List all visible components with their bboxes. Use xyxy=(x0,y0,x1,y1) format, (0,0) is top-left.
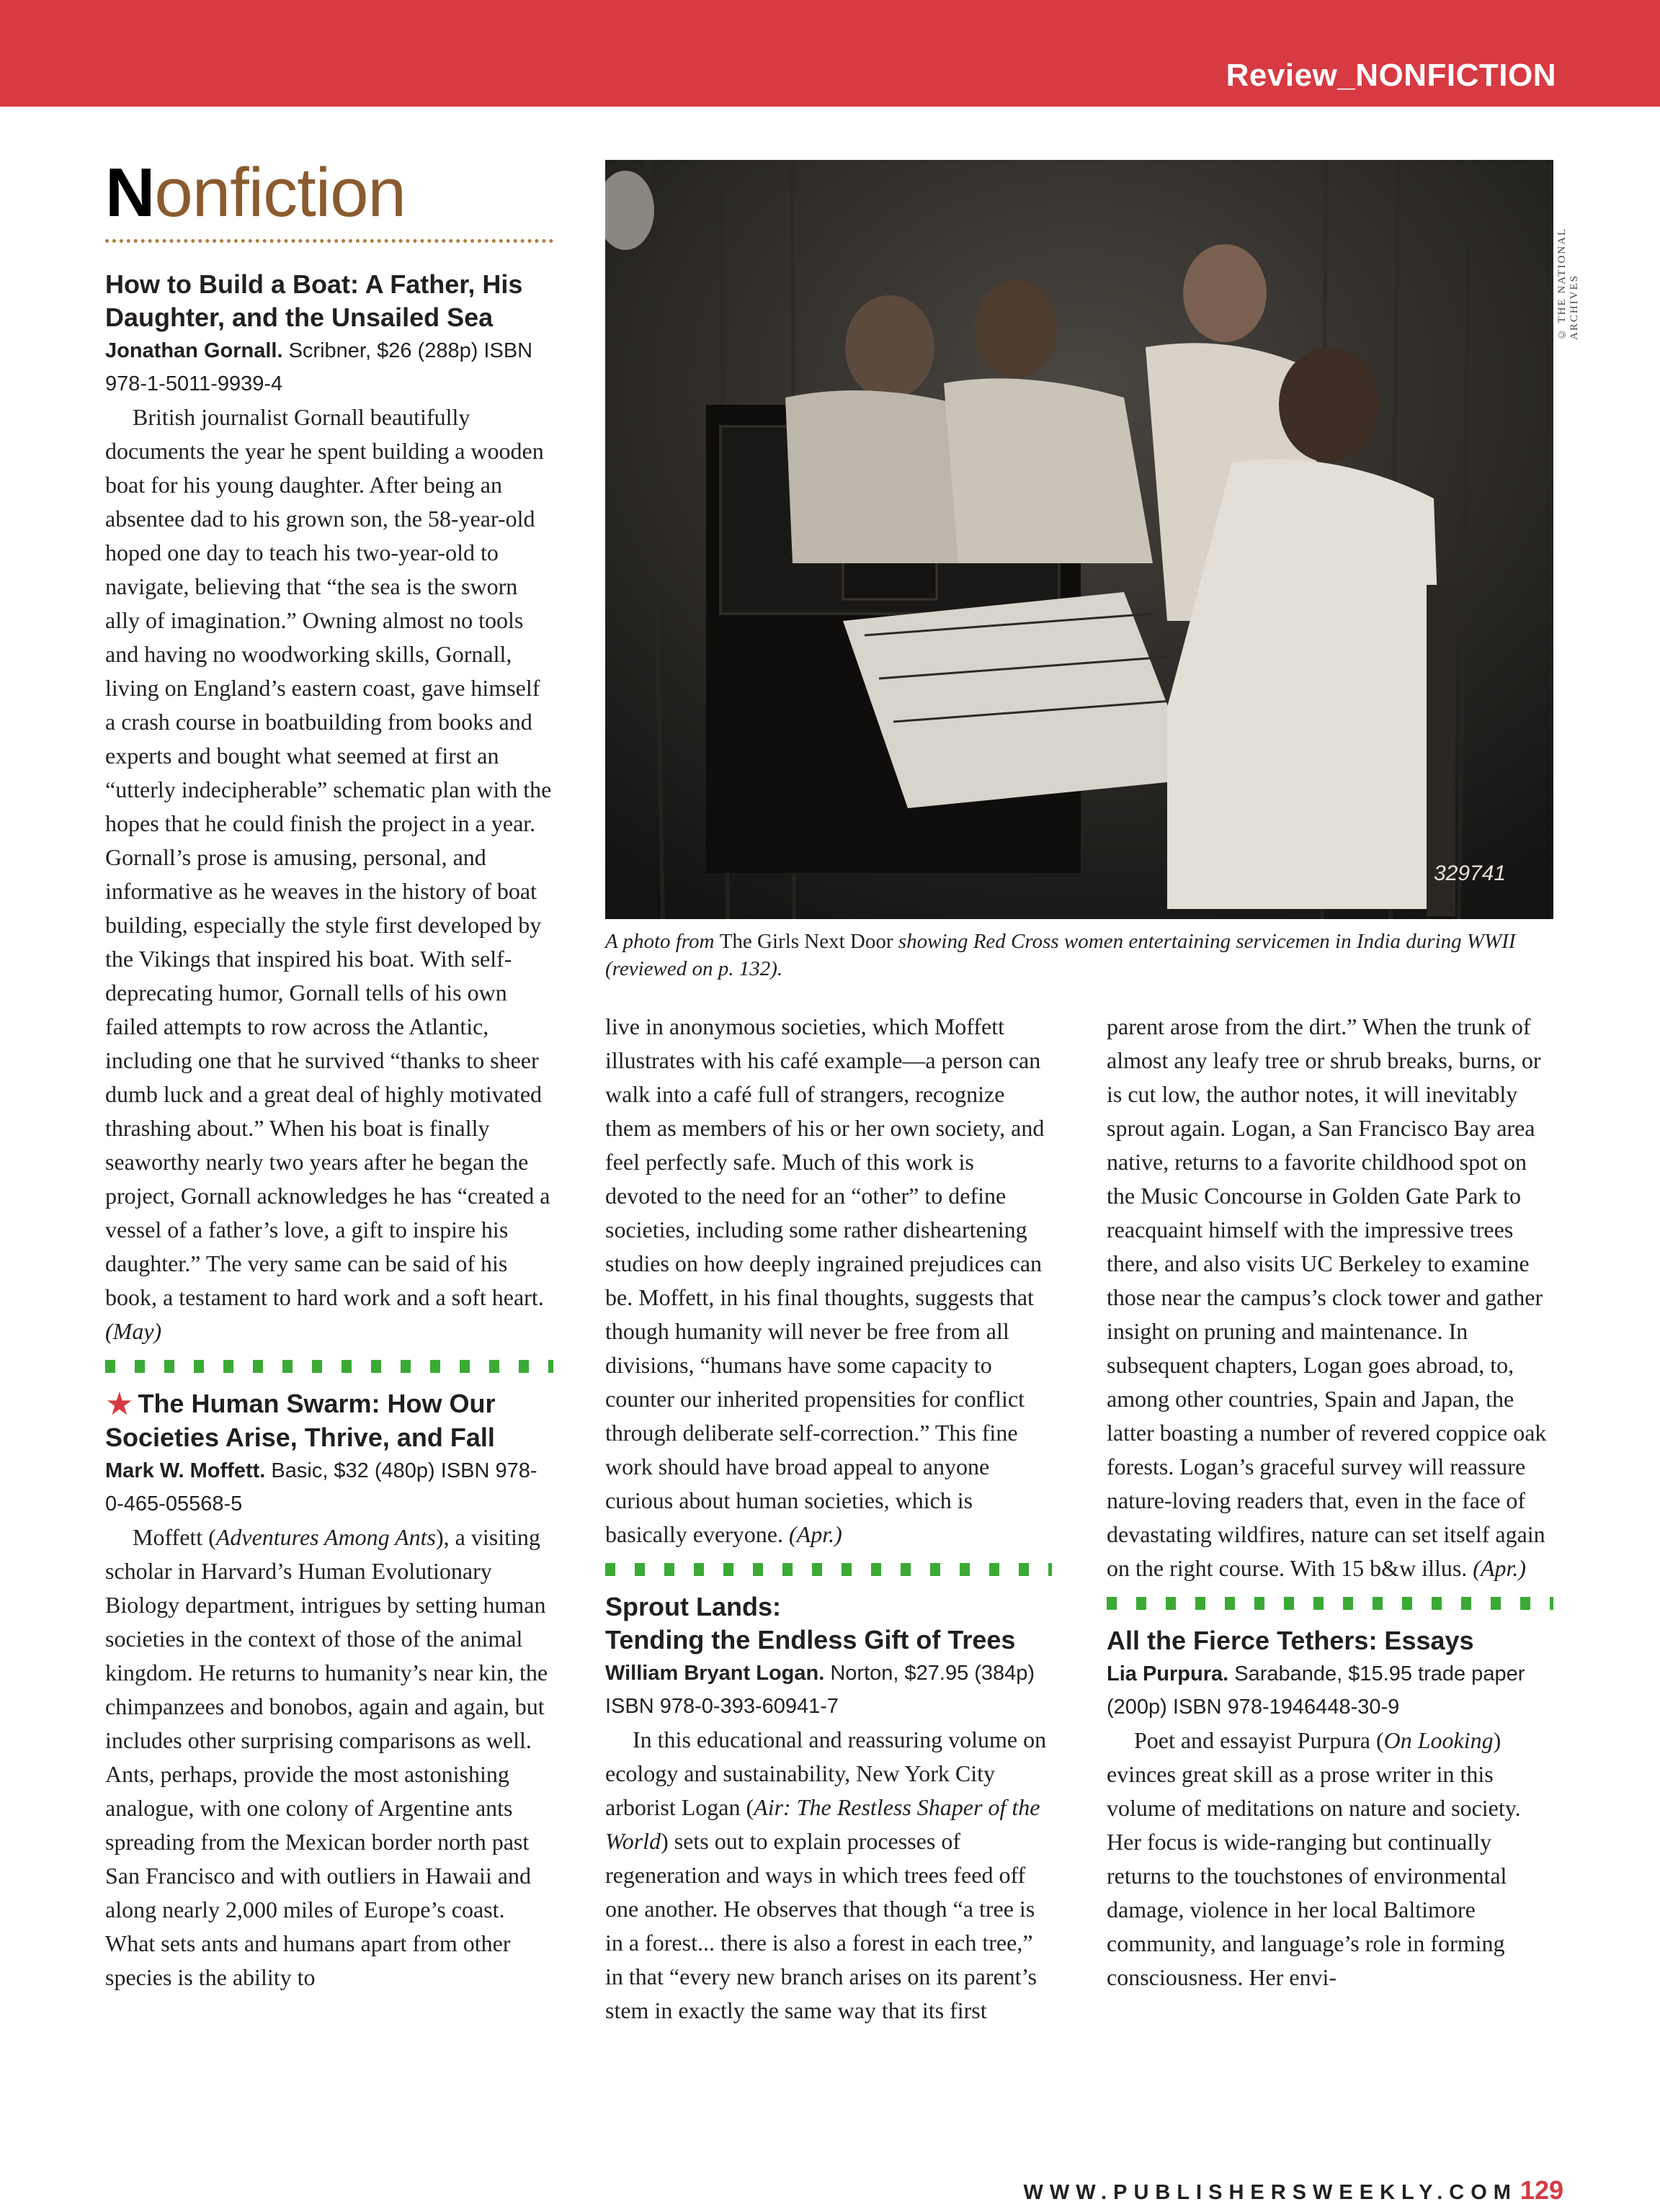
review-divider xyxy=(105,1360,553,1373)
review-publisher: Basic, $32 (480p) ISBN 978-0-465-05568-5 xyxy=(105,1459,537,1515)
review-date: (Apr.) xyxy=(1473,1555,1527,1581)
review-publisher: Norton, $27.95 (384p) ISBN 978-0-393-60941-7 xyxy=(605,1662,1035,1718)
title-rule xyxy=(105,239,553,243)
caption-book-title: The Girls Next Door xyxy=(719,930,893,953)
review-divider xyxy=(605,1563,1052,1576)
review-body xyxy=(105,400,553,1348)
page-footer xyxy=(1024,2175,1563,2206)
review-title-line: Sprout Lands: xyxy=(605,1592,781,1621)
review-publisher: Scribner, $26 (288p) ISBN 978-1-5011-9939-4 xyxy=(105,339,533,395)
section-label: Review_NONFICTION xyxy=(1226,58,1556,93)
photo-caption xyxy=(605,928,1553,982)
review-cited-title: On Looking xyxy=(1383,1727,1494,1753)
review-body xyxy=(1107,1724,1553,1994)
review-body-continued xyxy=(1107,1010,1553,1585)
photo-illustration xyxy=(605,160,1553,919)
review-body xyxy=(605,1723,1052,2028)
star-icon: ★ xyxy=(105,1386,134,1423)
review-text: In this educational and reassuring volume on ecology and sustainability, New York City arborist Logan ( xyxy=(605,1727,1047,1820)
review-meta xyxy=(105,1454,553,1521)
feature-photo xyxy=(605,160,1553,919)
review-text: Poet and essayist Purpura ( xyxy=(1134,1727,1384,1753)
footer-url: WWW.PUBLISHERSWEEKLY.COM xyxy=(1023,2181,1517,2204)
review-body xyxy=(105,1521,553,1994)
review-author: Lia Purpura. xyxy=(1107,1662,1229,1685)
review-text: live in anonymous societies, which Moffett illustrates with his café example—a person can walk into a café full of strangers, recognize them as members of his or her own society, and feel perfectly safe. Much of this work is devoted to the need for an “other” to define societies, including some rather disheartening studies on how deeply ingrained prejudices can be. Moffett, in his final thoughts, suggests that though humanity will never be free from all divisions, “humans have some capacity to counter our inherited propensities for conflict through deliberate self-correction.” This fine work should have broad appeal to anyone curious about human societies, which is basically everyone. xyxy=(605,1013,1045,1547)
photo-credit: © THE NATIONAL ARCHIVES xyxy=(1556,228,1580,340)
review-cited-title: Adventures Among Ants xyxy=(215,1524,436,1550)
page-number: 129 xyxy=(1520,2175,1563,2205)
review-text: ) evinces great skill as a prose writer in this volume of meditations on nature and society. Her focus is wide-ranging but continually returns to the touchstones of environmental damage, violence in her local Baltimore community, and language’s role in forming consciousness. Her envi- xyxy=(1107,1727,1521,1990)
section-title-initial: N xyxy=(105,154,155,231)
review-meta xyxy=(605,1657,1052,1723)
section-title xyxy=(105,154,406,231)
review-author: Jonathan Gornall. xyxy=(105,339,283,362)
review-title: All the Fierce Tethers: Essays xyxy=(1107,1626,1474,1655)
review-publisher: Sarabande, $15.95 trade paper (200p) ISBN 978-1946448-30-9 xyxy=(1107,1662,1525,1719)
review-date: (May) xyxy=(105,1318,162,1344)
section-title-rest: onfiction xyxy=(154,154,406,231)
review-text: ) sets out to explain processes of regeneration and ways in which trees feed off one another. He observes that though “a tree is in a forest... there is also a forest in each tree,” in that “every new branch arises on its parent’s stem in exactly the same way that its first xyxy=(605,1828,1037,2023)
review-meta xyxy=(1107,1657,1553,1724)
review-divider xyxy=(1107,1597,1553,1610)
review-cited-title: Air: The Restless Shaper of the World xyxy=(605,1794,1040,1854)
review-title-line: Tending the Endless Gift of Trees xyxy=(605,1625,1016,1654)
review-body-continued xyxy=(605,1010,1052,1551)
review-text: ), a visiting scholar in Harvard’s Human Evolutionary Biology department, intrigues by setting human societies in the context of those of the animal kingdom. He returns to humanity’s near kin, the chimpanzees and bonobos, again and again, but includes other surprising comparisons as well. Ants, perhaps, provide the most astonishing analogue, with one colony of Argentine ants spreading from the Mexican border north past San Francisco and with outliers in Hawaii and along nearly 2,000 miles of Europe’s coast. What sets ants and humans apart from other species is the ability to xyxy=(105,1524,548,1990)
caption-text: A photo from xyxy=(605,930,720,953)
review-meta xyxy=(105,334,553,400)
review-text: Moffett ( xyxy=(133,1524,216,1550)
review-title xyxy=(105,1387,553,1454)
review-author: William Bryant Logan. xyxy=(605,1662,825,1685)
caption-text: showing Red Cross women entertaining servicemen in India during WWII (reviewed on p. 132). xyxy=(605,930,1516,980)
review-title xyxy=(605,1590,1052,1657)
column-1 xyxy=(105,268,553,1994)
review-title: How to Build a Boat: A Father, His Daughter, and the Unsailed Sea xyxy=(105,269,523,332)
review-author: Mark W. Moffett. xyxy=(105,1459,266,1482)
column-3 xyxy=(1107,1010,1553,1994)
review-text: British journalist Gornall beautifully documents the year he spent building a wooden boat for his young daughter. After being an absentee dad to his grown son, the 58-year-old hoped one day to teach his two-year-old to navigate, believing that “the sea is the sworn ally of imagination.” Owning almost no tools and having no woodworking skills, Gornall, living on England’s eastern coast, gave himself a crash course in boatbuilding from books and experts and bought what seemed at first an “utterly indecipherable” schematic plan with the hopes that he could finish the project in a year. Gornall’s prose is amusing, personal, and informative as he weaves in the history of boat building, especially the style first developed by the Vikings that inspired his boat. With self-deprecating humor, Gornall tells of his own failed attempts to row across the Atlantic, including one that he survived “thanks to sheer dumb luck and a great deal of highly motivated thrashing about.” When his boat is finally seaworthy nearly two years after he began the project, Gornall acknowledges he has “created a vessel of a father’s love, a gift to inspire his daughter.” The very same can be said of his book, a testament to hard work and a soft heart. xyxy=(105,404,552,1310)
photo-stamp: 329741 xyxy=(1434,861,1507,885)
review-title-text: The Human Swarm: How Our Societies Arise, Thrive, and Fall xyxy=(105,1389,496,1452)
review-date: (Apr.) xyxy=(789,1521,842,1547)
column-2 xyxy=(605,1010,1052,2028)
review-text: parent arose from the dirt.” When the trunk of almost any leafy tree or shrub breaks, burns, or is cut low, the author notes, it will inevitably sprout again. Logan, a San Francisco Bay area native, returns to a favorite childhood spot on the Music Concourse in Golden Gate Park to reacquaint himself with the impressive trees there, and also visits UC Berkeley to examine those near the campus’s clock tower and gather insight on pruning and maintenance. In subsequent chapters, Logan goes abroad, to, among other countries, Spain and Japan, the latter boasting a number of revered coppice oak forests. Logan’s graceful survey will reassure nature-loving readers that, even in the face of devastating wildfires, nature can set itself again on the right course. With 15 b&w illus. xyxy=(1107,1013,1547,1581)
